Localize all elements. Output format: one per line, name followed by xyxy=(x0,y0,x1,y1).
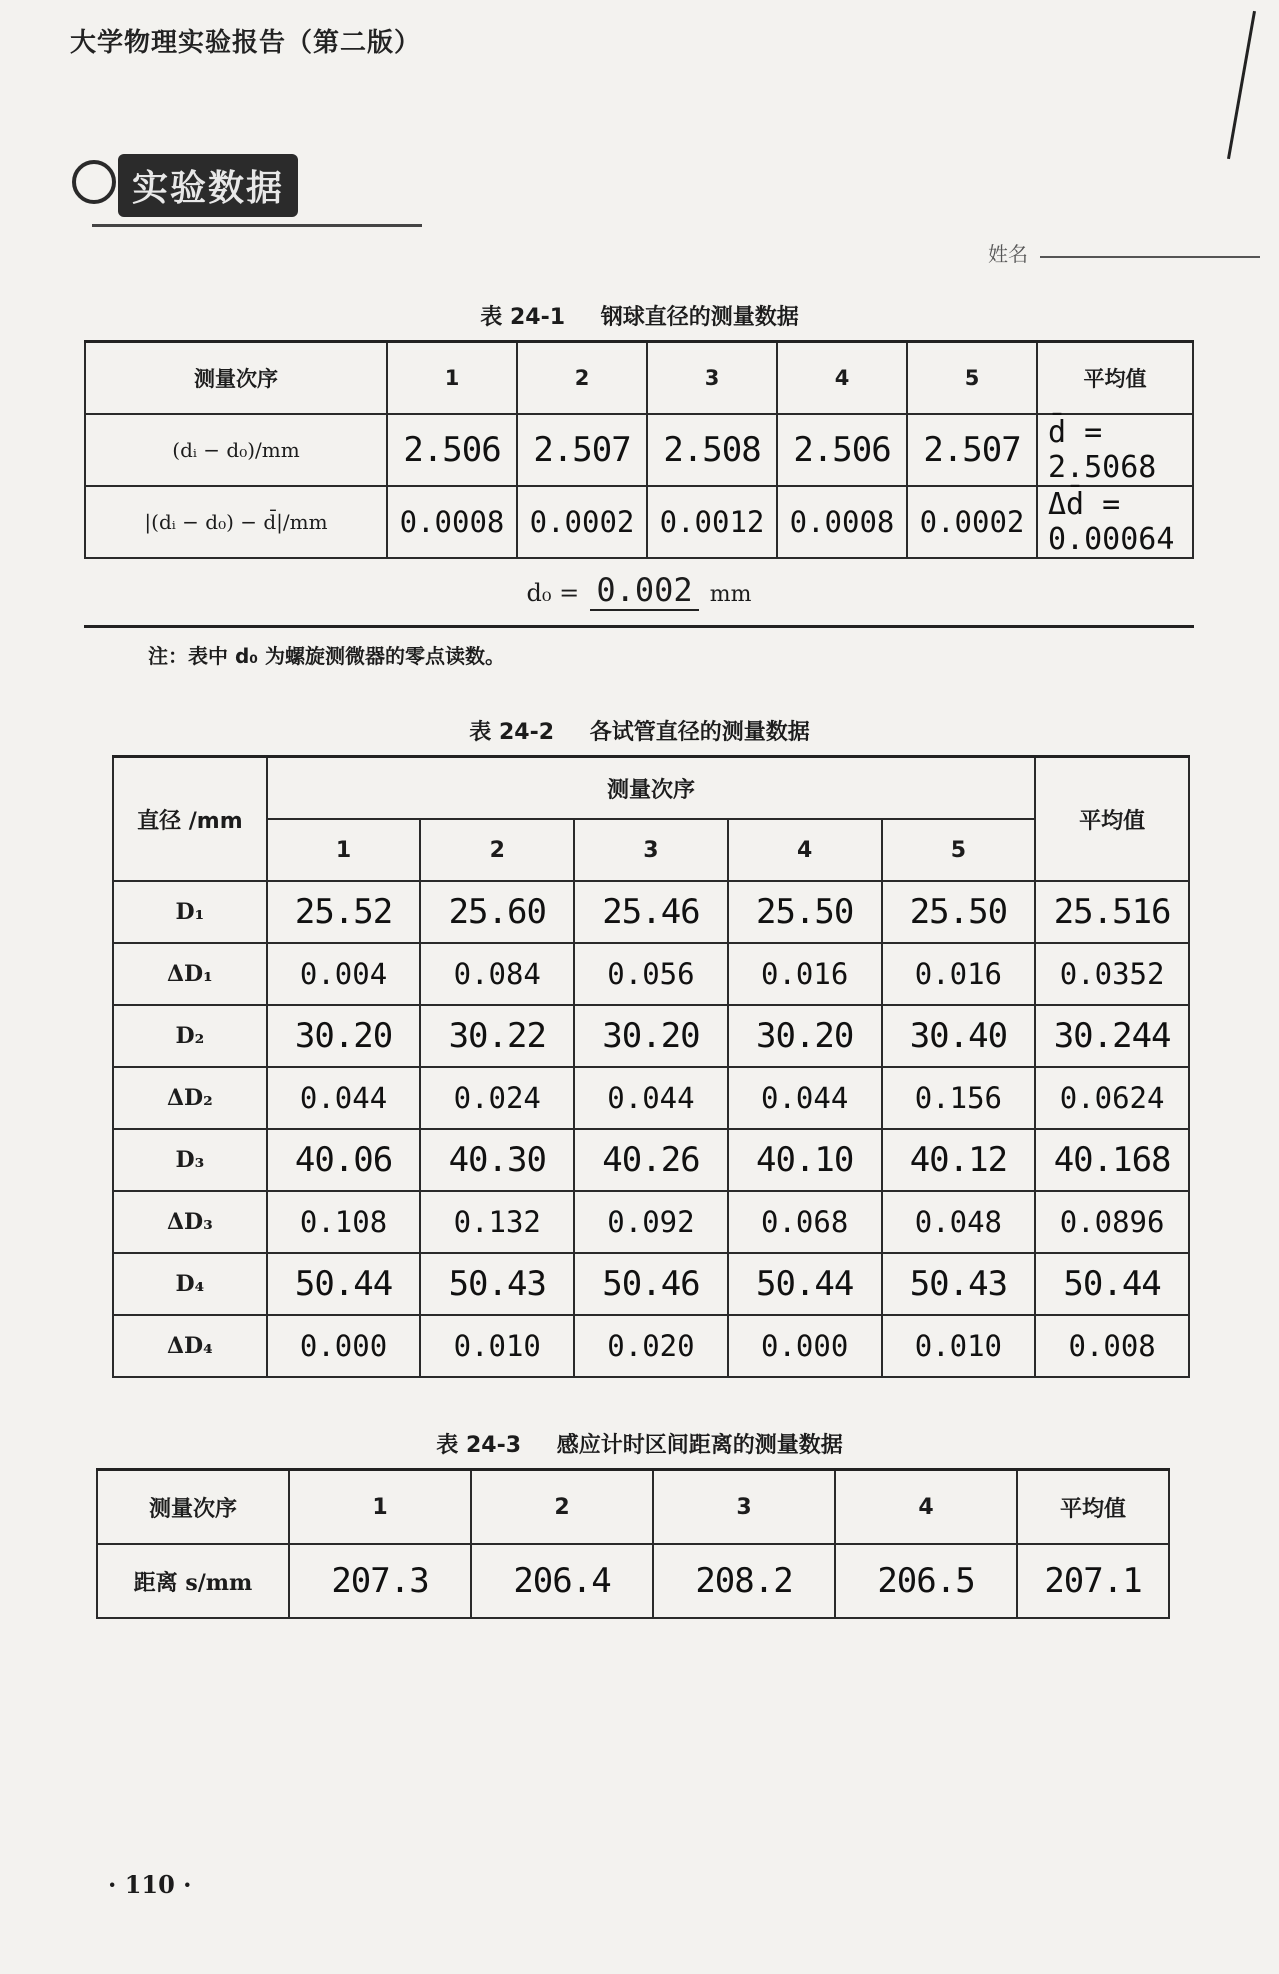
table2-row-name: D₁ xyxy=(113,881,267,943)
table1-caption xyxy=(0,300,1279,331)
table2-cell: 50.44 xyxy=(267,1253,421,1315)
table1-caption-number: 表 24-1 xyxy=(480,305,566,330)
table1-cell: 0.0002 xyxy=(907,486,1037,558)
tube-diameter-table xyxy=(112,755,1190,1378)
table3-avg-header: 平均值 xyxy=(1017,1470,1169,1545)
table2-trial-row xyxy=(113,819,1189,881)
table1-cell: 2.507 xyxy=(517,414,647,486)
table1-row xyxy=(85,414,1193,486)
table3-caption-number: 表 24-3 xyxy=(436,1433,522,1458)
table1-avg-header: 平均值 xyxy=(1037,342,1193,415)
table2-trial-header: 1 xyxy=(267,819,421,881)
name-field-label: 姓名 xyxy=(988,242,1028,266)
table2-cell: 25.52 xyxy=(267,881,421,943)
table2-cell: 40.26 xyxy=(574,1129,728,1191)
table2-cell: 50.46 xyxy=(574,1253,728,1315)
table2-cell: 30.20 xyxy=(267,1005,421,1067)
table2-row-name: ΔD₃ xyxy=(113,1191,267,1253)
name-field-line xyxy=(1040,256,1260,258)
table2-avg-cell: 40.168 xyxy=(1035,1129,1189,1191)
table2-cell: 0.084 xyxy=(420,943,574,1005)
table3-cell: 208.2 xyxy=(653,1544,835,1618)
table2-row-name: ΔD₁ xyxy=(113,943,267,1005)
zero-reading-value: 0.002 xyxy=(590,571,698,611)
table1-cell: 2.507 xyxy=(907,414,1037,486)
table1-row-label: |(dᵢ − d₀) − d̄|/mm xyxy=(85,486,387,558)
table2-avg-cell: 0.0624 xyxy=(1035,1067,1189,1129)
table2-cell: 25.46 xyxy=(574,881,728,943)
table2-trial-header: 3 xyxy=(574,819,728,881)
table2-cell: 30.20 xyxy=(728,1005,882,1067)
table2-cell: 0.132 xyxy=(420,1191,574,1253)
table2-cell: 0.024 xyxy=(420,1067,574,1129)
table2-cell: 50.43 xyxy=(882,1253,1036,1315)
pen-stroke xyxy=(1227,11,1256,159)
magnifier-icon xyxy=(72,160,116,204)
table1-header-row xyxy=(85,342,1193,415)
table1-cell: 2.508 xyxy=(647,414,777,486)
table2-trial-header: 5 xyxy=(882,819,1036,881)
table1-cell: 2.506 xyxy=(777,414,907,486)
table1-trial-header: 5 xyxy=(907,342,1037,415)
table2-corner-header: 直径 /mm xyxy=(113,757,267,882)
table3-row-label: 距离 s/mm xyxy=(97,1544,289,1618)
table2-cell: 0.056 xyxy=(574,943,728,1005)
table1-cell: 0.0008 xyxy=(387,486,517,558)
table2-avg-header: 平均值 xyxy=(1035,757,1189,882)
table1-cell: 2.506 xyxy=(387,414,517,486)
section-title: 实验数据 xyxy=(118,154,298,217)
table2-cell: 40.30 xyxy=(420,1129,574,1191)
table2-row xyxy=(113,1315,1189,1377)
table3-avg-cell: 207.1 xyxy=(1017,1544,1169,1618)
table2-cell: 25.50 xyxy=(882,881,1036,943)
table2-avg-cell: 0.0352 xyxy=(1035,943,1189,1005)
table2-avg-cell: 25.516 xyxy=(1035,881,1189,943)
table2-row-name: D₂ xyxy=(113,1005,267,1067)
table2-row xyxy=(113,1253,1189,1315)
zero-reading-row xyxy=(84,555,1194,628)
table2-avg-cell: 0.0896 xyxy=(1035,1191,1189,1253)
table1-row xyxy=(85,486,1193,558)
table3-cell: 206.4 xyxy=(471,1544,653,1618)
table2-cell: 0.010 xyxy=(882,1315,1036,1377)
table2-header-row xyxy=(113,757,1189,820)
table2-cell: 30.40 xyxy=(882,1005,1036,1067)
table2-cell: 0.016 xyxy=(882,943,1036,1005)
table2-cell: 0.000 xyxy=(728,1315,882,1377)
table2-row xyxy=(113,881,1189,943)
table1-note: 注：表中 d₀ 为螺旋测微器的零点读数。 xyxy=(148,644,506,668)
table2-cell: 0.044 xyxy=(267,1067,421,1129)
table1-avg-cell: Δd̄ = 0.00064 xyxy=(1037,486,1193,558)
table3-cell: 206.5 xyxy=(835,1544,1017,1618)
table3-caption xyxy=(0,1428,1279,1459)
table2-cell: 0.044 xyxy=(728,1067,882,1129)
zero-reading-label: d₀ = xyxy=(526,579,580,607)
table2-cell: 40.10 xyxy=(728,1129,882,1191)
table2-avg-cell: 50.44 xyxy=(1035,1253,1189,1315)
table1-cell: 0.0008 xyxy=(777,486,907,558)
table2-cell: 40.12 xyxy=(882,1129,1036,1191)
table2-cell: 0.000 xyxy=(267,1315,421,1377)
table1-trial-header: 3 xyxy=(647,342,777,415)
table2-cell: 0.108 xyxy=(267,1191,421,1253)
section-underline xyxy=(92,224,422,227)
table2-trial-header: 4 xyxy=(728,819,882,881)
section-badge xyxy=(72,150,352,230)
table1-row-label: (dᵢ − d₀)/mm xyxy=(85,414,387,486)
table3-trial-header: 2 xyxy=(471,1470,653,1545)
table2-row-name: D₃ xyxy=(113,1129,267,1191)
book-header: 大学物理实验报告（第二版） xyxy=(70,28,422,58)
table2-cell: 25.60 xyxy=(420,881,574,943)
table1-col-header: 测量次序 xyxy=(85,342,387,415)
table1-cell: 0.0002 xyxy=(517,486,647,558)
timing-distance-table xyxy=(96,1468,1170,1619)
table1-caption-title: 钢球直径的测量数据 xyxy=(600,305,799,330)
table2-row xyxy=(113,1129,1189,1191)
table2-cell: 25.50 xyxy=(728,881,882,943)
table2-cell: 0.044 xyxy=(574,1067,728,1129)
table2-cell: 0.048 xyxy=(882,1191,1036,1253)
table1-trial-header: 4 xyxy=(777,342,907,415)
table3-trial-header: 1 xyxy=(289,1470,471,1545)
table2-row xyxy=(113,1191,1189,1253)
table2-group-header: 测量次序 xyxy=(267,757,1036,820)
table2-cell: 30.20 xyxy=(574,1005,728,1067)
table3-row xyxy=(97,1544,1169,1618)
table1-trial-header: 1 xyxy=(387,342,517,415)
table2-row-name: D₄ xyxy=(113,1253,267,1315)
table2-caption xyxy=(0,715,1279,746)
table2-cell: 0.156 xyxy=(882,1067,1036,1129)
table2-row-name: ΔD₄ xyxy=(113,1315,267,1377)
table3-trial-header: 4 xyxy=(835,1470,1017,1545)
table3-col-header: 测量次序 xyxy=(97,1470,289,1545)
table2-cell: 0.016 xyxy=(728,943,882,1005)
table1-cell: 0.0012 xyxy=(647,486,777,558)
table3-trial-header: 3 xyxy=(653,1470,835,1545)
table2-cell: 0.020 xyxy=(574,1315,728,1377)
table2-caption-title: 各试管直径的测量数据 xyxy=(589,720,810,745)
table1-trial-header: 2 xyxy=(517,342,647,415)
table2-cell: 0.004 xyxy=(267,943,421,1005)
steel-ball-table xyxy=(84,340,1194,559)
table2-cell: 0.010 xyxy=(420,1315,574,1377)
table2-cell: 0.068 xyxy=(728,1191,882,1253)
table2-cell: 50.43 xyxy=(420,1253,574,1315)
table2-cell: 40.06 xyxy=(267,1129,421,1191)
page-number: · 110 · xyxy=(108,1870,192,1899)
zero-reading-unit: mm xyxy=(709,582,752,607)
table2-cell: 50.44 xyxy=(728,1253,882,1315)
table2-row xyxy=(113,1067,1189,1129)
table3-header-row xyxy=(97,1470,1169,1545)
table3-cell: 207.3 xyxy=(289,1544,471,1618)
table2-row-name: ΔD₂ xyxy=(113,1067,267,1129)
table2-trial-header: 2 xyxy=(420,819,574,881)
table2-row xyxy=(113,1005,1189,1067)
table2-cell: 0.092 xyxy=(574,1191,728,1253)
table2-row xyxy=(113,943,1189,1005)
table2-avg-cell: 0.008 xyxy=(1035,1315,1189,1377)
table3-caption-title: 感应计时区间距离的测量数据 xyxy=(556,1433,843,1458)
table2-cell: 30.22 xyxy=(420,1005,574,1067)
table1-avg-cell: d̄ = 2.5068 xyxy=(1037,414,1193,486)
table2-avg-cell: 30.244 xyxy=(1035,1005,1189,1067)
table2-caption-number: 表 24-2 xyxy=(469,720,555,745)
